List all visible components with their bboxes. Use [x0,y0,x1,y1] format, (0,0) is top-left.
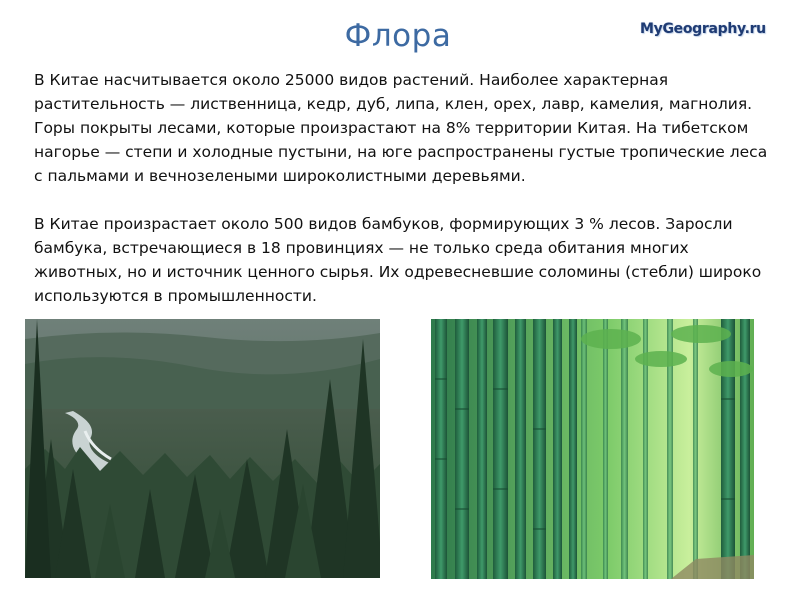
forest-photo [25,319,380,578]
paragraph-flora-overview: В Китае насчитывается около 25000 видов растений. Наиболее характерная растительность — лиственница, кедр, дуб, липа, клен, орех, лавр, камелия, магнолия. Горы покрыты лесами, которые произрастают на 8% территории Китая. На тибетском нагорье — степи и холодные пустыни, на юге распространены густые тропические леса с пальмами и вечнозелеными широколистными деревьями. [34,71,768,185]
bamboo-photo [431,319,754,579]
slide-title: Флора [344,18,452,54]
paragraph-bamboo: В Китае произрастает около 500 видов бамбуков, формирующих 3 % лесов. Заросли бамбука, встречающиеся в 18 провинциях — не только среда обитания многих животных, но и источник ценного сырья. Их одревесневшие соломины (стебли) широко используются в промышленности. [34,215,762,305]
site-logo[interactable]: MyGeography.ru [640,21,766,37]
